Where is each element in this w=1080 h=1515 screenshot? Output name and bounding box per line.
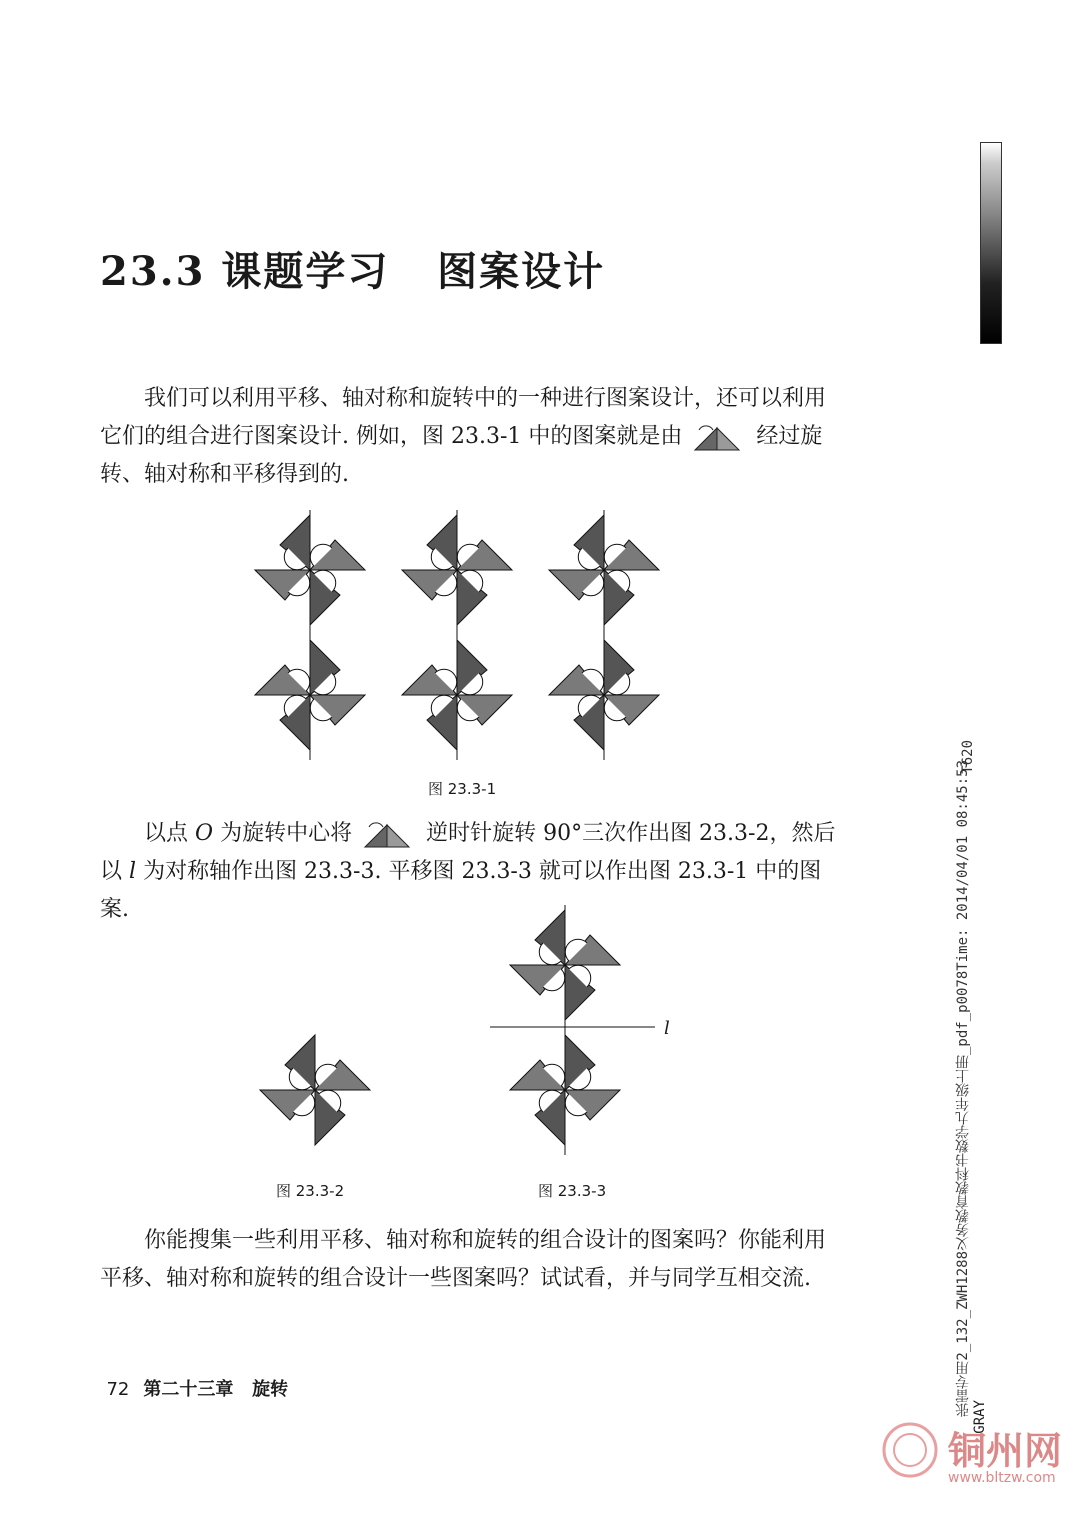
gray-label: GRAY <box>972 1400 988 1434</box>
figure-23-3-1 <box>240 500 670 770</box>
point-o-label: O <box>195 821 214 846</box>
figure-2-caption: 图 23.3-2 <box>276 1182 345 1200</box>
scan-info-strip: 张雷专用2_132_ZWH1288义务教育教科书数学九年级上册_pdf_p0078Time: 2014/04/01 08:45:53 <box>955 760 971 1417</box>
paragraph-2 <box>100 815 840 929</box>
figure-1-caption: 图 23.3-1 <box>428 780 497 798</box>
watermark-seal-icon <box>880 1420 940 1480</box>
watermark-url: www.bltzw.com <box>948 1470 1056 1486</box>
side-code: T620 <box>960 740 976 774</box>
section-title: 23.3 课题学习 图案设计 <box>100 248 606 295</box>
intro-paragraph <box>100 380 840 494</box>
page-footer <box>95 1354 288 1401</box>
figure-23-3-2 <box>240 1020 390 1160</box>
p2-text-4: 为对称轴作出图 23.3-3. 平移图 23.3-3 就可以作出图 23.3-1 中的图案. <box>100 859 822 922</box>
watermark-text: 铜州网 <box>948 1428 1063 1473</box>
figure-3-caption: 图 23.3-3 <box>538 1182 607 1200</box>
p2-text-3: 逆时针旋转 90°三次作出图 23.3-2，然后以 <box>100 821 836 884</box>
intro-text-2: 经过旋转、轴对称和平移得到的. <box>100 424 823 487</box>
chapter-label: 第二十三章 旋转 <box>143 1379 289 1400</box>
gray-scale-bar <box>980 142 1002 344</box>
line-l-label: l <box>129 859 137 884</box>
intro-text-1: 我们可以利用平移、轴对称和旋转中的一种进行图案设计，还可以利用它们的组合进行图案设计. 例如，图 23.3-1 中的图案就是由 <box>100 386 827 449</box>
symmetry-line-label: l <box>664 1018 670 1039</box>
page-number: 72 <box>106 1379 130 1400</box>
p2-text-1: 以点 <box>144 821 189 846</box>
p2-text-2: 为旋转中心将 <box>220 821 353 846</box>
closing-paragraph <box>100 1222 840 1298</box>
figure-23-3-3 <box>490 895 690 1165</box>
closing-text: 你能搜集一些利用平移、轴对称和旋转的组合设计的图案吗？你能利用平移、轴对称和旋转的组合设计一些图案吗？试试看，并与同学互相交流. <box>100 1228 827 1291</box>
motif-icon-2 <box>359 819 419 849</box>
motif-icon <box>689 422 749 452</box>
